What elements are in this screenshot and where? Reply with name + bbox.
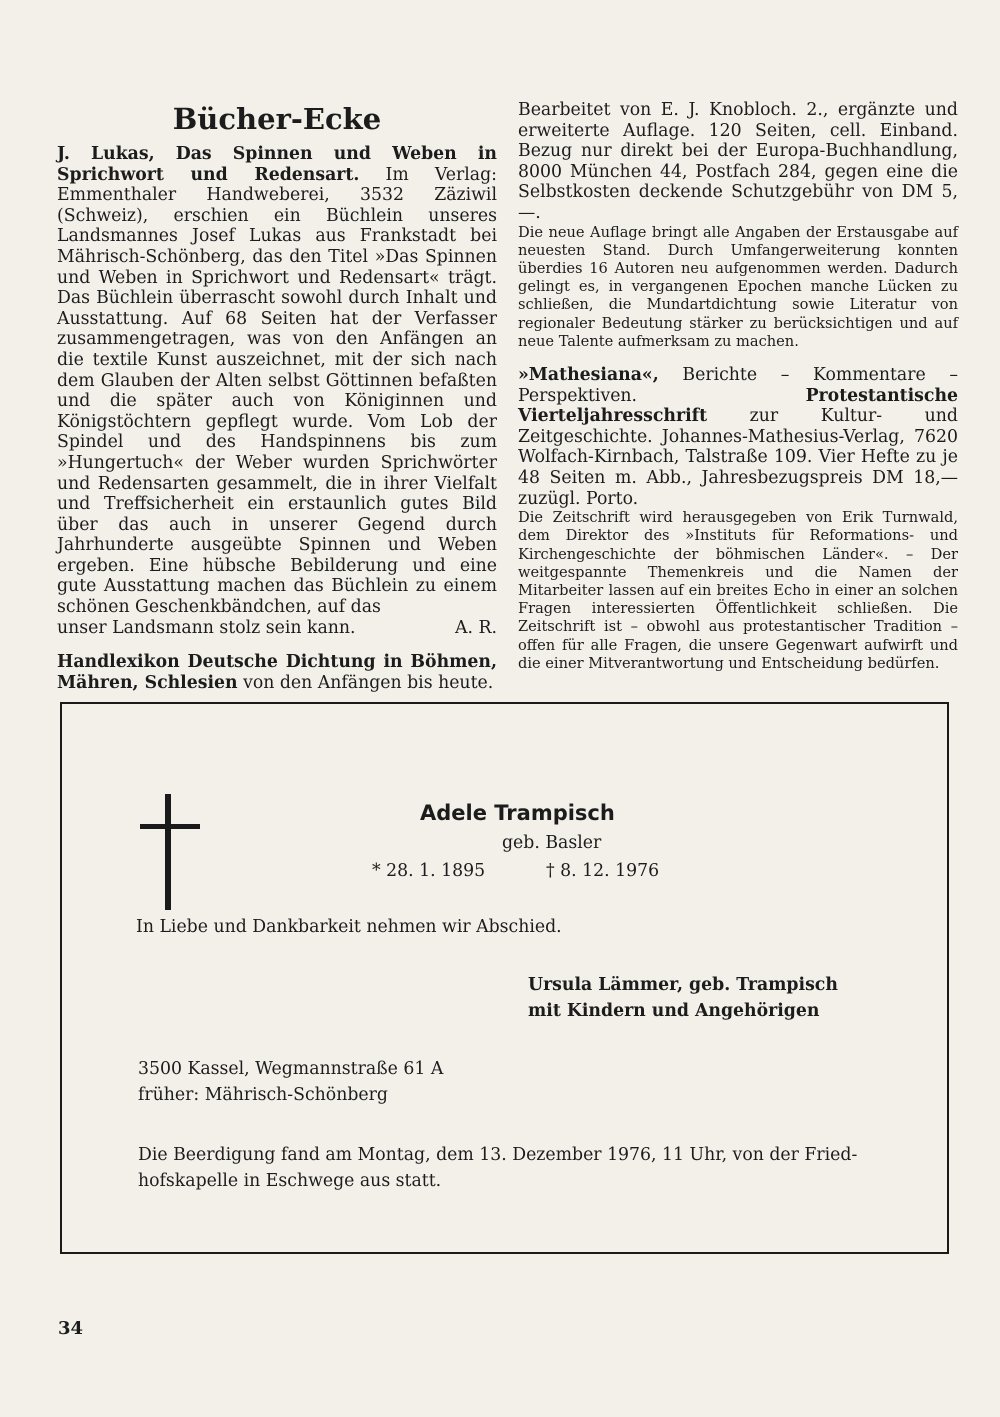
birth-date: * 28. 1. 1895 <box>372 861 486 881</box>
review-lukas <box>57 144 497 618</box>
review-lukas-signature-line <box>57 618 497 639</box>
mourner-line-2: mit Kindern und Angehörigen <box>528 1001 820 1021</box>
cross-icon <box>140 794 200 910</box>
review-mathesiana-title: »Mathesiana«, <box>518 364 659 385</box>
review-mathesiana-subtitle: Protestantische Vierteljahresschrift <box>518 385 958 427</box>
review-lukas-title: J. Lukas, Das Spinnen und Weben in Sprichwort und Redensart. <box>57 144 497 185</box>
review-mathesiana-note: Die Zeitschrift wird herausgegeben von Erik Turnwald, dem Direktor des »Instituts für Reformations- und Kirchengeschichte der böhmischen Länder«. – Der weitgespannte Themenkreis und die Namen der Mitarbeiter lassen auf ein breites Echo in einer an solchen Fragen interessierten Öffentlichkeit schließen. Die Zeitschrift ist – obwohl aus protestantischer Tradition – offen für alle Fragen, die unsere Gegenwart aufwirft und die einer Mitverantwortung und Entscheidung bedürfen. <box>518 509 958 672</box>
funeral-line-2: hofskapelle in Eschwege aus statt. <box>138 1171 442 1191</box>
review-lukas-author: A. R. <box>455 617 497 638</box>
farewell-text: In Liebe und Dankbarkeit nehmen wir Abschied. <box>136 917 562 937</box>
obituary-notice <box>60 702 949 1254</box>
review-mathesiana <box>518 365 958 509</box>
review-handlexikon-text: von den Anfängen bis heute. <box>237 672 494 693</box>
review-handlexikon-continued: Bearbeitet von E. J. Knobloch. 2., ergänzte und erweiterte Auflage. 120 Seiten, cell. Einband. Bezug nur direkt bei der Europa-Buchhandlung, 8000 München 44, Postfach 284, gegen eine die Selbstkosten deckende Schutzgebühr von DM 5,—. <box>518 100 958 223</box>
review-lukas-last-line: unser Landsmann stolz sein kann. <box>57 617 356 638</box>
funeral-line-1: Die Beerdigung fand am Montag, dem 13. Dezember 1976, 11 Uhr, von der Fried- <box>138 1145 858 1165</box>
review-mathesiana-text1: Berichte – Kommentare – Perspektiven. <box>518 364 958 406</box>
mourner-line-1: Ursula Lämmer, geb. Trampisch <box>528 975 838 995</box>
address-line-1: 3500 Kassel, Wegmannstraße 61 A <box>138 1059 444 1079</box>
page-number: 34 <box>58 1318 84 1339</box>
maiden-name: geb. Basler <box>502 833 602 853</box>
review-lukas-text: Im Verlag: Emmenthaler Handweberei, 3532 Zäziwil (Schweiz), erschien ein Büchlein unseres Landsmannes Josef Lukas aus Frankstadt bei Mährisch-Schönberg, das den Titel »Das Spinnen und Weben in Sprichwort und Redensart« trägt. Das Büchlein überrascht sowohl durch Inhalt und Ausstattung. Auf 68 Seiten hat der Verfasser zusammengetragen, was von den Anfängen an die textile Kunst auszeichnet, mit der sich nach dem Glauben der Alten selbst Göttinnen befaßten und die später auch von Königinnen und Königstöchtern gepflegt wurde. Vom Lob der Spindel und des Handspinnens bis zum »Hungertuch« der Weber wurden Sprichwörter und Redensarten gesammelt, die in ihrer Vielfalt und Treffsicherheit ein erstaunlich gutes Bild über das auch in unserer Gegend durch Jahrhunderte ausgeübte Spinnen und Weben ergeben. Eine hübsche Bebilderung und eine gute Ausstattung machen das Büchlein zu einem schönen Geschenkbändchen, auf das <box>57 164 497 618</box>
review-handlexikon-title: Handlexikon Deutsche Dichtung in Böhmen, Mähren, Schlesien <box>57 652 497 693</box>
right-column <box>518 100 958 673</box>
left-column <box>57 100 497 693</box>
address-line-2: früher: Mährisch-Schönberg <box>138 1085 388 1105</box>
death-date: † 8. 12. 1976 <box>546 861 660 881</box>
review-mathesiana-text2: zur Kultur- und Zeitgeschichte. Johannes-Mathesius-Verlag, 7620 Wolfach-Kirnbach, Talstraße 109. Vier Hefte zu je 48 Seiten m. Abb., Jahresbezugspreis DM 18,— zuzügl. Porto. <box>518 406 958 509</box>
deceased-name: Adele Trampisch <box>420 801 615 825</box>
review-handlexikon-note: Die neue Auflage bringt alle Angaben der Erstausgabe auf neuesten Stand. Durch Umfangerweiterung konnten überdies 16 Autoren neu aufgenommen werden. Dadurch gelingt es, in vergangenen Epochen manche Lücken zu schließen, die Mundartdichtung sowie Literatur von regionaler Bedeutung stärker zu berücksichtigen und auf neue Talente aufmerksam zu machen. <box>518 223 958 350</box>
section-heading: Bücher-Ecke <box>172 102 382 136</box>
review-handlexikon <box>57 652 497 693</box>
